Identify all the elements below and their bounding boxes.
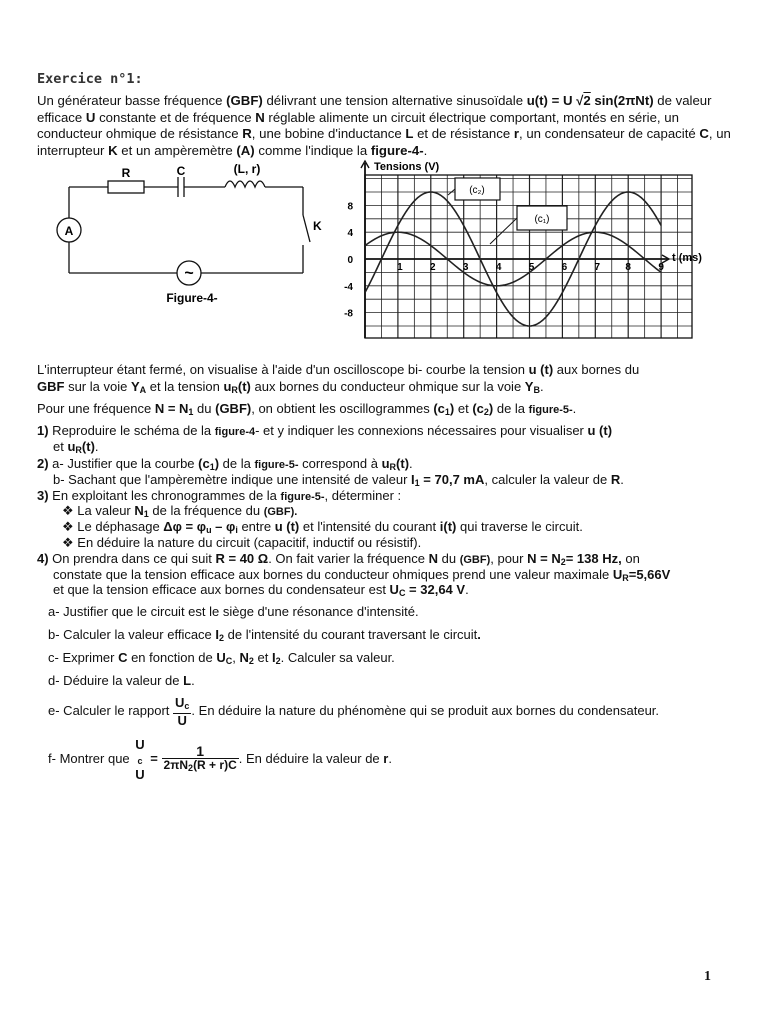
figure-4-caption: Figure-4- (166, 291, 218, 305)
y-tick-label: -8 (344, 308, 353, 320)
question-3: 3) En exploitant les chronogrammes de la figure-5-, déterminer : (37, 488, 402, 503)
x-tick-label: 4 (495, 262, 502, 273)
x-tick-label: 8 (625, 262, 631, 273)
x-tick-label: 5 (528, 262, 535, 273)
question-4: 4) On prendra dans ce qui suit R = 40 Ω. On fait varier la fréquence N du (GBF), pour $N = N_2= 138$ Hz, on (37, 551, 640, 567)
question-2a: 2) a- Justifier que la courbe $(c_1)$ de la figure-5- correspond à $u_R(t)$. (37, 456, 413, 472)
y-tick-label: 8 (347, 201, 353, 213)
circuit-diagram (40, 160, 330, 310)
bullet-icon: ❖ (62, 519, 74, 534)
bullet-icon: ❖ (62, 535, 74, 550)
label-C: C (176, 164, 186, 178)
y-tick-label: 4 (347, 228, 353, 240)
page-number: 1 (704, 969, 711, 984)
resistor-R (108, 181, 144, 193)
label-K: K (313, 219, 322, 233)
label-Lr: (L, r) (233, 162, 261, 176)
x-tick-label: 3 (462, 262, 469, 273)
question-2b: b- Sachant que l'ampèremètre indique une intensité de valeur $I_1 = 70,7$ mA, calculer la valeur de R. (53, 472, 624, 488)
chart-xlabel: t (ms) (672, 252, 702, 264)
question-4b: b- Calculer la valeur efficace $I_2$ de l'intensité du courant traversant le circuit. (48, 627, 481, 643)
question-4f: f- Montrer que U $_c$ U = $\frac{1}{2\pi N_2(R + r)C}$ . En déduire la valeur de r. (48, 737, 392, 782)
question-3-item-1: ❖ La valeur $N_1$ de la fréquence du (GBF). (62, 503, 298, 519)
question-3-item-3: ❖ En déduire la nature du circuit (capacitif, inductif ou résistif). (62, 535, 422, 550)
legend-c1: (c₁) (534, 214, 550, 225)
inductor-coil (225, 181, 265, 187)
question-1-cont: et $u_R(t)$. (53, 439, 99, 455)
frequency-line: Pour une fréquence $N = N_1$ du (GBF), on obtient les oscillogrammes $(c_1)$ et $(c_2)$ de la figure-5-. (37, 401, 577, 417)
bullet-icon: ❖ (62, 503, 74, 518)
x-tick-label: 6 (561, 262, 568, 273)
generator-tilde: ~ (184, 265, 194, 282)
oscillogram-chart (330, 158, 730, 348)
question-1: 1) Reproduire le schéma de la figure-4- et y indiquer les connexions nécessaires pour visualiser u (t) (37, 423, 613, 438)
switch-K (303, 215, 310, 242)
question-4-line-3: et que la tension efficace aux bornes du condensateur est $U_C = 32,64$ V. (53, 582, 469, 598)
formula-fraction: $\frac{1}{2\pi N_2(R + r)C}$ (163, 742, 237, 773)
ratio-uc-u: $\frac{U_c}{U}$ (175, 695, 190, 728)
exercise-intro: Un générateur basse fréquence (GBF) délivrant une tension alternative sinusoïdale u(t) = U √2 sin(2πNt) de valeur efficace U constante et de fréquence N réglable alimente un circuit électrique comportant, montés en série, un conducteur ohmique de résistance R, une bobine d'inductance L et de résistance r, un condensateur de capacité C, un interrupteur K et un ampèremètre (A) comme l'indique la figure-4-. (37, 93, 731, 158)
ratio-uc-u-f: U $_c$ U (135, 737, 145, 782)
question-4d: d- Déduire la valeur de L. (48, 673, 195, 688)
x-tick-label: 2 (430, 262, 436, 273)
y-tick-label: 0 (347, 255, 353, 266)
y-tick-label: -4 (344, 281, 353, 293)
chart-axes (361, 161, 669, 338)
question-3-item-2: ❖ Le déphasage $\Delta\varphi = \varphi_u - \varphi_i$ entre u (t) et l'intensité du courant i(t) qui traverse le circuit. (62, 519, 583, 535)
question-4a: a- Justifier que le circuit est le siège d'une résonance d'intensité. (48, 604, 419, 619)
chart-title: Tensions (V) (374, 161, 440, 173)
x-tick-label: 9 (658, 262, 664, 273)
question-4e: e- Calculer le rapport $\frac{U_c}{U}$ . En déduire la nature du phénomène qui se produit aux bornes du condensateur. (48, 695, 660, 728)
x-tick-label: 7 (594, 262, 601, 273)
question-4-line-2: constate que la tension efficace aux bornes du conducteur ohmiques prend une valeur maximale $U_R=5,66V$ (53, 567, 671, 583)
exercise-title: Exercice n°1: (37, 71, 143, 87)
question-4c: c- Exprimer C en fonction de $U_C$, $N_2$ et $I_2$. Calculer sa valeur. (48, 650, 395, 666)
label-A: A (64, 224, 74, 238)
x-tick-label: 1 (397, 262, 403, 273)
legend-c2: (c₂) (469, 185, 485, 196)
observation-line-1: L'interrupteur étant fermé, on visualise à l'aide d'un oscilloscope bi- courbe la tension u (t) aux bornes du (37, 362, 640, 377)
observation-line-2: GBF sur la voie $Y_A$ et la tension $u_R(t)$ aux bornes du conducteur ohmique sur la voie $Y_B$. (37, 379, 544, 395)
label-R: R (121, 166, 131, 180)
